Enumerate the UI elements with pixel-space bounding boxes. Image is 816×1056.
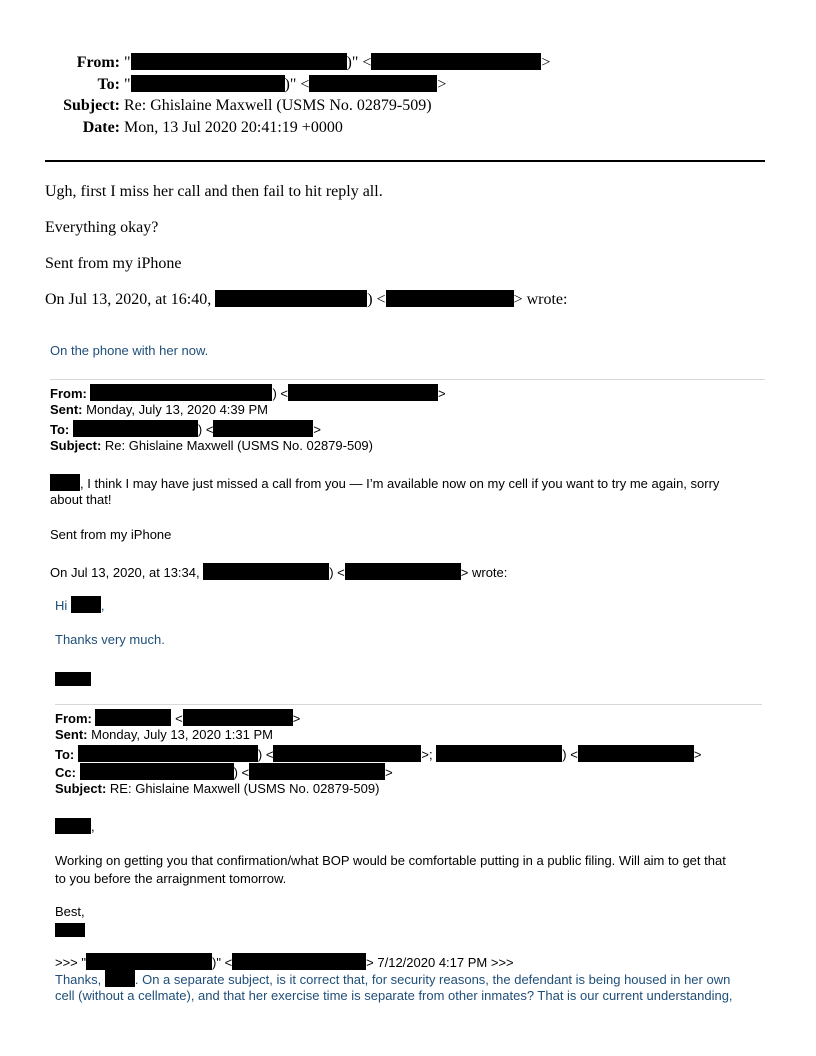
- body-line-2: Everything okay?: [45, 219, 159, 236]
- msg5-mid: )" <: [212, 955, 233, 970]
- redaction: [55, 923, 85, 937]
- body-line-1: Ugh, first I miss her call and then fail to hit reply all.: [45, 183, 383, 200]
- msg4-greeting: [55, 818, 95, 834]
- msg4-cc-row: [55, 763, 393, 780]
- msg3-sender-redaction: [55, 670, 91, 688]
- msg3-thanks: Thanks very much.: [55, 632, 165, 647]
- msg4-greet-end: ,: [91, 819, 95, 834]
- msg4-from-label: From:: [55, 711, 92, 726]
- from-quote: ": [124, 54, 131, 71]
- msg3-divider: [55, 704, 762, 705]
- msg4-subject-row: [55, 781, 379, 796]
- redaction: [78, 745, 258, 762]
- date-text: Mon, 13 Jul 2020 20:41:19 +0000: [124, 119, 343, 136]
- msg3-greeting: [55, 596, 105, 613]
- header-divider: [45, 160, 765, 162]
- msg4-best: Best,: [55, 904, 85, 919]
- msg2-sent-label: Sent:: [50, 402, 83, 417]
- msg3-hi: Hi: [55, 598, 68, 613]
- redaction: [578, 745, 694, 762]
- quote-suffix: > wrote:: [513, 291, 568, 308]
- redaction: [105, 970, 135, 987]
- msg4-to-end: >: [693, 747, 702, 762]
- msg2-subject-row: [50, 438, 373, 453]
- redaction: [73, 420, 198, 437]
- redaction: [71, 596, 101, 613]
- redaction: [288, 384, 438, 401]
- to-end: >: [437, 76, 447, 93]
- redaction: [86, 953, 212, 970]
- from-end: >: [541, 54, 551, 71]
- msg1-text: On the phone with her now.: [50, 343, 209, 358]
- quote-mid: ) <: [367, 291, 386, 308]
- redaction: [436, 745, 562, 762]
- msg5-body-a: . On a separate subject, is it correct that, for security reasons, the defendant is being housed in her own: [134, 972, 731, 987]
- redaction: [95, 709, 171, 726]
- msg5-prefix: >>> ": [55, 955, 87, 970]
- subject-label: Subject:: [63, 97, 120, 114]
- msg4-sent-value: Monday, July 13, 2020 1:31 PM: [91, 727, 273, 742]
- redaction: [55, 672, 91, 686]
- msg2-from-row: [50, 384, 446, 401]
- redaction: [309, 75, 437, 92]
- msg2-body-line-1: [50, 474, 719, 491]
- msg4-sent-row: [55, 727, 273, 742]
- redaction: [249, 763, 385, 780]
- msg4-from-row: [55, 709, 300, 726]
- redaction: [345, 563, 461, 580]
- date-label: Date:: [82, 119, 120, 136]
- subject-text: Re: Ghislaine Maxwell (USMS No. 02879-509): [124, 97, 432, 114]
- body-quote-header: [45, 290, 567, 309]
- msg2-sent-value: Monday, July 13, 2020 4:39 PM: [86, 402, 268, 417]
- redaction: [55, 818, 91, 834]
- to-separator: )" <: [284, 76, 310, 93]
- msg2-body-a: , I think I may have just missed a call from you — I’m available now on my cell if you want to try me again, sorry: [80, 476, 720, 491]
- redaction: [90, 384, 272, 401]
- msg2-signature: Sent from my iPhone: [50, 527, 172, 542]
- redaction: [131, 75, 285, 92]
- msg4-cc-end: >: [385, 765, 393, 780]
- msg4-to-mid-1: ) <: [257, 747, 274, 762]
- header-from-row: [0, 53, 550, 72]
- msg2-body-line-2: about that!: [50, 492, 112, 507]
- msg2-quote-header: [50, 563, 507, 580]
- msg2-subject-value: Re: Ghislaine Maxwell (USMS No. 02879-509): [104, 438, 373, 453]
- msg4-to-row: [55, 745, 701, 762]
- msg4-from-mid: <: [175, 711, 183, 726]
- to-quote: ": [124, 76, 131, 93]
- redaction: [50, 474, 80, 491]
- msg2-from-end: >: [438, 386, 446, 401]
- redaction: [273, 745, 421, 762]
- msg5-suffix: > 7/12/2020 4:17 PM >>>: [366, 955, 514, 970]
- redaction: [371, 53, 541, 70]
- redaction: [131, 53, 347, 70]
- redaction: [232, 953, 366, 970]
- msg4-sent-label: Sent:: [55, 727, 88, 742]
- msg4-sender-redaction: [55, 921, 85, 939]
- msg5-body-line-2: cell (without a cellmate), and that her exercise time is separate from other inmates? That is our current understanding,: [55, 988, 733, 1003]
- redaction: [203, 563, 329, 580]
- msg1-divider: [50, 379, 765, 380]
- msg2-quote-suffix: > wrote:: [460, 565, 508, 580]
- msg4-body-line-1: Working on getting you that confirmation/what BOP would be comfortable putting in a public filing. Will aim to get that: [55, 853, 726, 868]
- msg4-cc-label: Cc:: [55, 765, 76, 780]
- msg5-thanks: Thanks,: [55, 972, 102, 987]
- header-subject-row: [0, 97, 432, 115]
- msg5-body-line-1: [55, 970, 730, 987]
- redaction: [386, 290, 514, 307]
- msg4-to-mid-2: >;: [421, 747, 433, 762]
- msg2-to-label: To:: [50, 422, 70, 437]
- redaction: [215, 290, 367, 307]
- msg4-subject-label: Subject:: [55, 781, 107, 796]
- quote-prefix: On Jul 13, 2020, at 16:40,: [45, 291, 212, 308]
- msg2-from-label: From:: [50, 386, 87, 401]
- msg5-quote-header: [55, 953, 514, 970]
- msg2-sent-row: [50, 402, 268, 417]
- to-label: To:: [97, 76, 120, 93]
- body-signature: Sent from my iPhone: [45, 255, 182, 272]
- msg2-quote-prefix: On Jul 13, 2020, at 13:34,: [50, 565, 200, 580]
- msg2-quote-mid: ) <: [329, 565, 345, 580]
- header-date-row: [0, 119, 343, 137]
- msg4-to-mid-3: ) <: [562, 747, 578, 762]
- msg4-from-end: >: [292, 711, 301, 726]
- from-separator: )" <: [346, 54, 372, 71]
- header-to-row: [0, 75, 446, 94]
- msg2-from-mid: ) <: [272, 386, 289, 401]
- msg2-to-end: >: [313, 422, 322, 437]
- msg3-hi-end: ,: [100, 598, 105, 613]
- from-label: From:: [76, 54, 120, 71]
- msg4-cc-mid: ) <: [233, 765, 250, 780]
- msg4-body-line-2: to you before the arraignment tomorrow.: [55, 871, 287, 886]
- msg2-to-mid: ) <: [197, 422, 214, 437]
- msg2-subject-label: Subject:: [50, 438, 102, 453]
- msg4-subject-value: RE: Ghislaine Maxwell (USMS No. 02879-509): [109, 781, 380, 796]
- redaction: [80, 763, 234, 780]
- msg2-to-row: [50, 420, 321, 437]
- redaction: [183, 709, 293, 726]
- redaction: [213, 420, 313, 437]
- msg4-to-label: To:: [55, 747, 75, 762]
